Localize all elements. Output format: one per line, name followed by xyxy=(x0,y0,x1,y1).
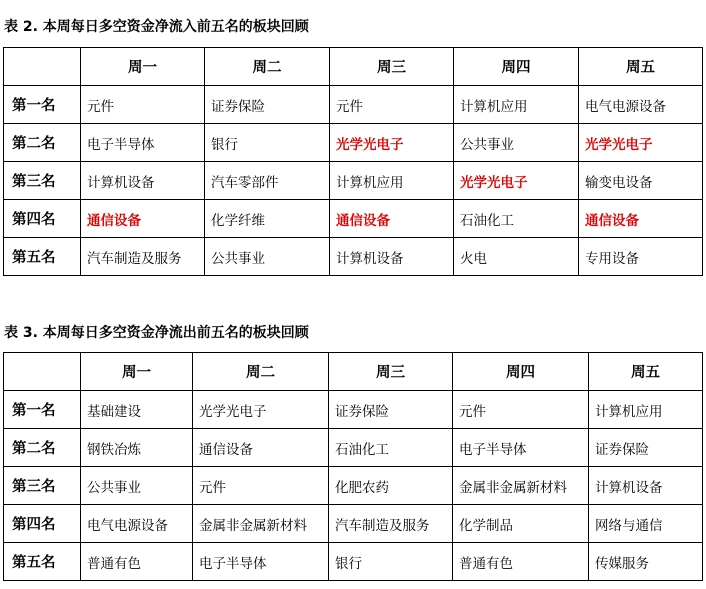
table-cell: 计算机应用 xyxy=(330,162,454,200)
table-row xyxy=(4,238,703,276)
header-row xyxy=(4,48,703,86)
col-header-thu: 周四 xyxy=(453,353,589,391)
table-cell: 钢铁冶炼 xyxy=(81,429,193,467)
table-cell: 普通有色 xyxy=(81,543,193,581)
outflow-table xyxy=(3,352,703,581)
table2-caption: 表 2. 本周每日多空资金净流入前五名的板块回顾 xyxy=(4,19,309,35)
table-cell: 计算机应用 xyxy=(454,86,579,124)
table-cell: 计算机设备 xyxy=(330,238,454,276)
table-row xyxy=(4,543,703,581)
table-cell: 元件 xyxy=(193,467,329,505)
inflow-table xyxy=(3,47,703,276)
table3-caption: 表 3. 本周每日多空资金净流出前五名的板块回顾 xyxy=(4,325,309,341)
table-row xyxy=(4,162,703,200)
table-cell-highlighted: 光学光电子 xyxy=(454,162,579,200)
table-row xyxy=(4,86,703,124)
row-header: 第五名 xyxy=(4,543,81,581)
table-cell: 银行 xyxy=(329,543,453,581)
col-header-tue: 周二 xyxy=(205,48,330,86)
table-cell: 电子半导体 xyxy=(81,124,205,162)
col-header-mon: 周一 xyxy=(81,353,193,391)
table-row xyxy=(4,200,703,238)
table-cell: 电气电源设备 xyxy=(81,505,193,543)
table-cell: 输变电设备 xyxy=(579,162,703,200)
row-header: 第一名 xyxy=(4,391,81,429)
col-header-tue: 周二 xyxy=(193,353,329,391)
col-header-fri: 周五 xyxy=(579,48,703,86)
row-header: 第二名 xyxy=(4,429,81,467)
table-row xyxy=(4,505,703,543)
table-cell: 公共事业 xyxy=(454,124,579,162)
table-cell: 电子半导体 xyxy=(193,543,329,581)
table-cell-highlighted: 通信设备 xyxy=(330,200,454,238)
table-cell: 汽车制造及服务 xyxy=(81,238,205,276)
table-cell: 石油化工 xyxy=(454,200,579,238)
table-cell: 金属非金属新材料 xyxy=(453,467,589,505)
col-header-wed: 周三 xyxy=(329,353,453,391)
table-cell: 汽车零部件 xyxy=(205,162,330,200)
table-cell: 电气电源设备 xyxy=(579,86,703,124)
col-header-fri: 周五 xyxy=(589,353,703,391)
table-cell: 计算机设备 xyxy=(81,162,205,200)
table-cell: 化学制品 xyxy=(453,505,589,543)
table-cell: 证券保险 xyxy=(589,429,703,467)
table-cell-highlighted: 光学光电子 xyxy=(579,124,703,162)
row-header: 第四名 xyxy=(4,200,81,238)
row-header: 第五名 xyxy=(4,238,81,276)
table-cell: 元件 xyxy=(330,86,454,124)
table-cell: 网络与通信 xyxy=(589,505,703,543)
table-cell: 石油化工 xyxy=(329,429,453,467)
table-row xyxy=(4,467,703,505)
table-cell: 电子半导体 xyxy=(453,429,589,467)
row-header: 第三名 xyxy=(4,162,81,200)
table-cell: 证券保险 xyxy=(205,86,330,124)
table-cell: 银行 xyxy=(205,124,330,162)
table-cell-highlighted: 通信设备 xyxy=(579,200,703,238)
table-cell: 化学纤维 xyxy=(205,200,330,238)
row-header: 第四名 xyxy=(4,505,81,543)
row-header: 第三名 xyxy=(4,467,81,505)
table-cell: 元件 xyxy=(453,391,589,429)
table-cell: 通信设备 xyxy=(193,429,329,467)
table-cell: 传媒服务 xyxy=(589,543,703,581)
table-cell: 化肥农药 xyxy=(329,467,453,505)
table-cell-highlighted: 光学光电子 xyxy=(330,124,454,162)
table-row xyxy=(4,391,703,429)
table-cell: 火电 xyxy=(454,238,579,276)
table-cell: 公共事业 xyxy=(205,238,330,276)
table-cell-highlighted: 通信设备 xyxy=(81,200,205,238)
row-header: 第一名 xyxy=(4,86,81,124)
table-cell: 光学光电子 xyxy=(193,391,329,429)
table-cell: 基础建设 xyxy=(81,391,193,429)
row-header: 第二名 xyxy=(4,124,81,162)
col-header-thu: 周四 xyxy=(454,48,579,86)
table-cell: 公共事业 xyxy=(81,467,193,505)
table-cell: 金属非金属新材料 xyxy=(193,505,329,543)
table-cell: 证券保险 xyxy=(329,391,453,429)
table-cell: 普通有色 xyxy=(453,543,589,581)
table-cell: 元件 xyxy=(81,86,205,124)
corner-cell xyxy=(4,353,81,391)
corner-cell xyxy=(4,48,81,86)
col-header-wed: 周三 xyxy=(330,48,454,86)
table-cell: 计算机应用 xyxy=(589,391,703,429)
col-header-mon: 周一 xyxy=(81,48,205,86)
table-row xyxy=(4,124,703,162)
table-cell: 专用设备 xyxy=(579,238,703,276)
header-row xyxy=(4,353,703,391)
table-row xyxy=(4,429,703,467)
table-cell: 汽车制造及服务 xyxy=(329,505,453,543)
table-cell: 计算机设备 xyxy=(589,467,703,505)
